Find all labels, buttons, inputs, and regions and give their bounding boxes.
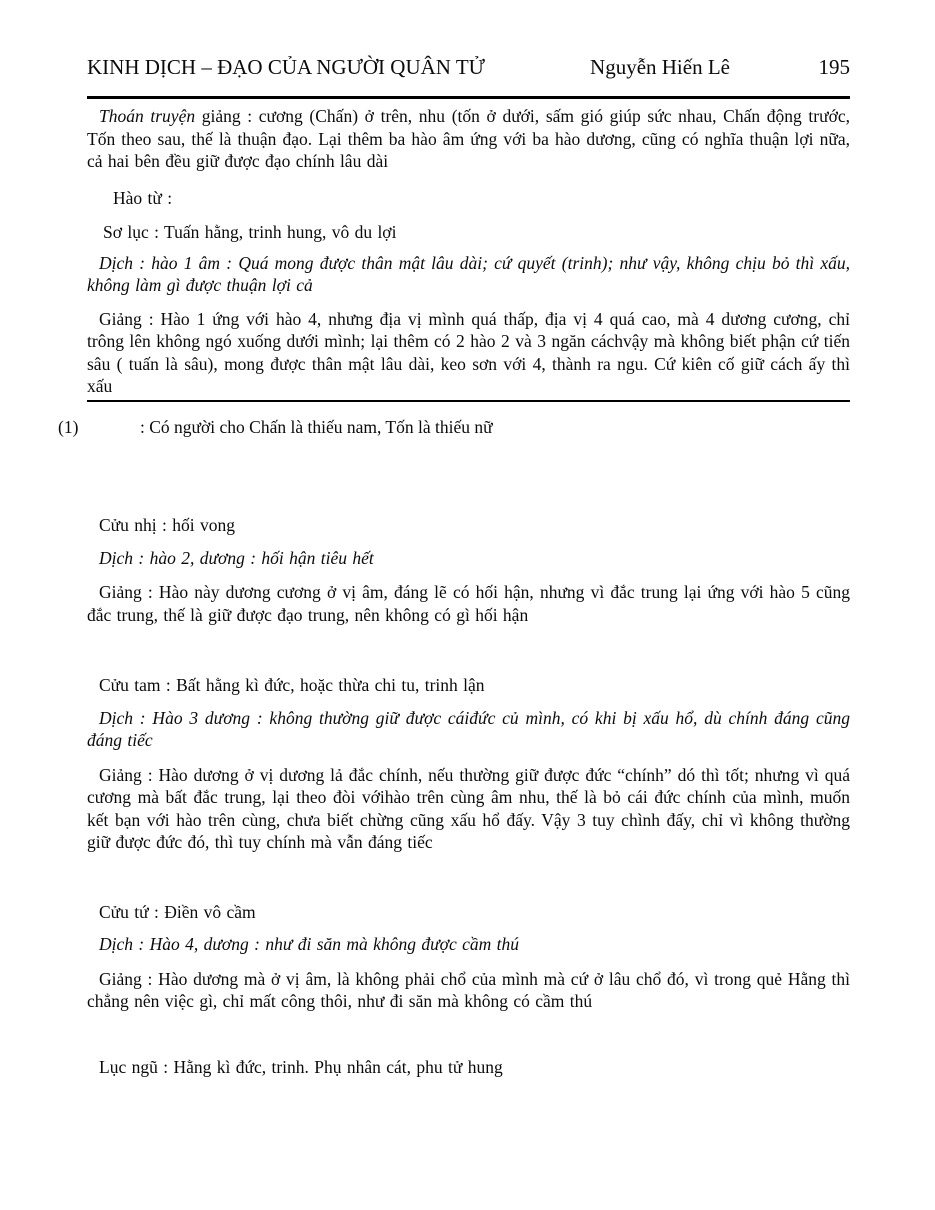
footnote — [58, 416, 850, 439]
footnote-divider-rule — [87, 400, 850, 402]
paragraph-cuu-tu: Cửu tứ : Điền vô cầm — [99, 901, 256, 922]
paragraph-dich-hao-3: Dịch : Hào 3 dương : không thường giữ được cáiđức củ mình, có khi bị xấu hổ, dù chính đáng cũng đáng tiếc — [87, 707, 850, 750]
page-header — [87, 53, 850, 81]
header-divider-rule — [87, 96, 850, 99]
paragraph-cuu-tam: Cửu tam : Bất hằng kì đức, hoặc thừa chi tu, trinh lận — [99, 675, 485, 695]
paragraph-giang-hao-4: Giảng : Hào dương mà ở vị âm, là không phải chổ của mình mà cứ ở lâu chổ đó, vì trong quẻ Hằng thì chẳng nên việc gì, chỉ mất công thôi, như đi săn mà không có cầm thú — [87, 968, 850, 1011]
thoan-truyen-label: Thoán truyện — [99, 106, 196, 126]
author-name: Nguyễn Hiến Lê — [590, 55, 730, 79]
paragraph-luc-ngu: Lục ngũ : Hằng kì đức, trinh. Phụ nhân cát, phu tử hung — [99, 1056, 503, 1077]
paragraph-so-luc: Sơ lục : Tuấn hằng, trinh hung, vô du lợi — [103, 222, 397, 242]
paragraph-giang-hao-3: Giảng : Hào dương ở vị dương lả đắc chính, nếu thường giữ được đức “chính” dó thì tốt; nhưng vì quá cương mà bất đắc trung, lại theo đòi vớihào trên cùng âm nhu, thế là bỏ cái đức chính của mình, muốn kết bạn với hào trên cùng, chưa biết chừng cũng xấu hổ đấy. Vậy 3 tuy chình đấy, chỉ vì không thường giữ được đức đó, thì tuy chính mà vẫn đáng tiếc — [87, 764, 850, 852]
paragraph-giang-hao-2: Giảng : Hào này dương cương ở vị âm, đáng lẽ có hối hận, nhưng vì đắc trung lại ứng với hào 5 cũng đắc trung, thế là giữ được đạo trung, nên không có gì hối hận — [87, 582, 850, 625]
footnote-marker: (1) — [58, 416, 79, 437]
paragraph-thoan-truyen — [87, 105, 850, 173]
book-title: KINH DỊCH – ĐẠO CỦA NGƯỜI QUÂN TỬ — [87, 55, 485, 79]
page-number: 195 — [818, 55, 850, 79]
paragraph-dich-hao-1: Dịch : hào 1 âm : Quá mong được thân mật lâu dài; cứ quyết (trinh); như vậy, không chịu bỏ thì xấu, không làm gì được thuận lợi cả — [87, 252, 850, 295]
thoan-truyen-text: giảng : cương (Chấn) ở trên, nhu (tốn ở dưới, sấm gió giúp sức nhau, Chấn động trước, Tốn theo sau, thế là thuận đạo. Lại thêm ba hào âm ứng với ba hào dương, cũng có nghĩa thuận lợi nữa, cả hai bên đều giữ được đạo chính lâu dài — [87, 106, 850, 171]
paragraph-dich-hao-2: Dịch : hào 2, dương : hối hận tiêu hết — [99, 547, 374, 568]
paragraph-dich-hao-4: Dịch : Hào 4, dương : như đi săn mà không được cầm thú — [99, 934, 519, 954]
page-body — [58, 105, 850, 1078]
paragraph-hao-tu: Hào từ : — [113, 187, 173, 208]
paragraph-cuu-nhi: Cửu nhị : hối vong — [99, 515, 235, 535]
paragraph-giang-hao-1: Giảng : Hào 1 ứng với hào 4, nhưng địa vị mình quá thấp, địa vị 4 quá cao, mà 4 dương cương, chỉ trông lên không ngó xuống dưới mình; lại thêm có 2 hào 2 và 3 ngăn cáchvậy mà không biết phận cứ tiến sâu ( tuấn là sâu), mong được thân mật lâu dài, keo sơn với 4, thành ra ngu. Cứ kiên cố giữ cách ấy thì xấu — [87, 308, 850, 396]
footnote-text: : Có người cho Chấn là thiếu nam, Tốn là thiếu nữ — [140, 416, 493, 437]
